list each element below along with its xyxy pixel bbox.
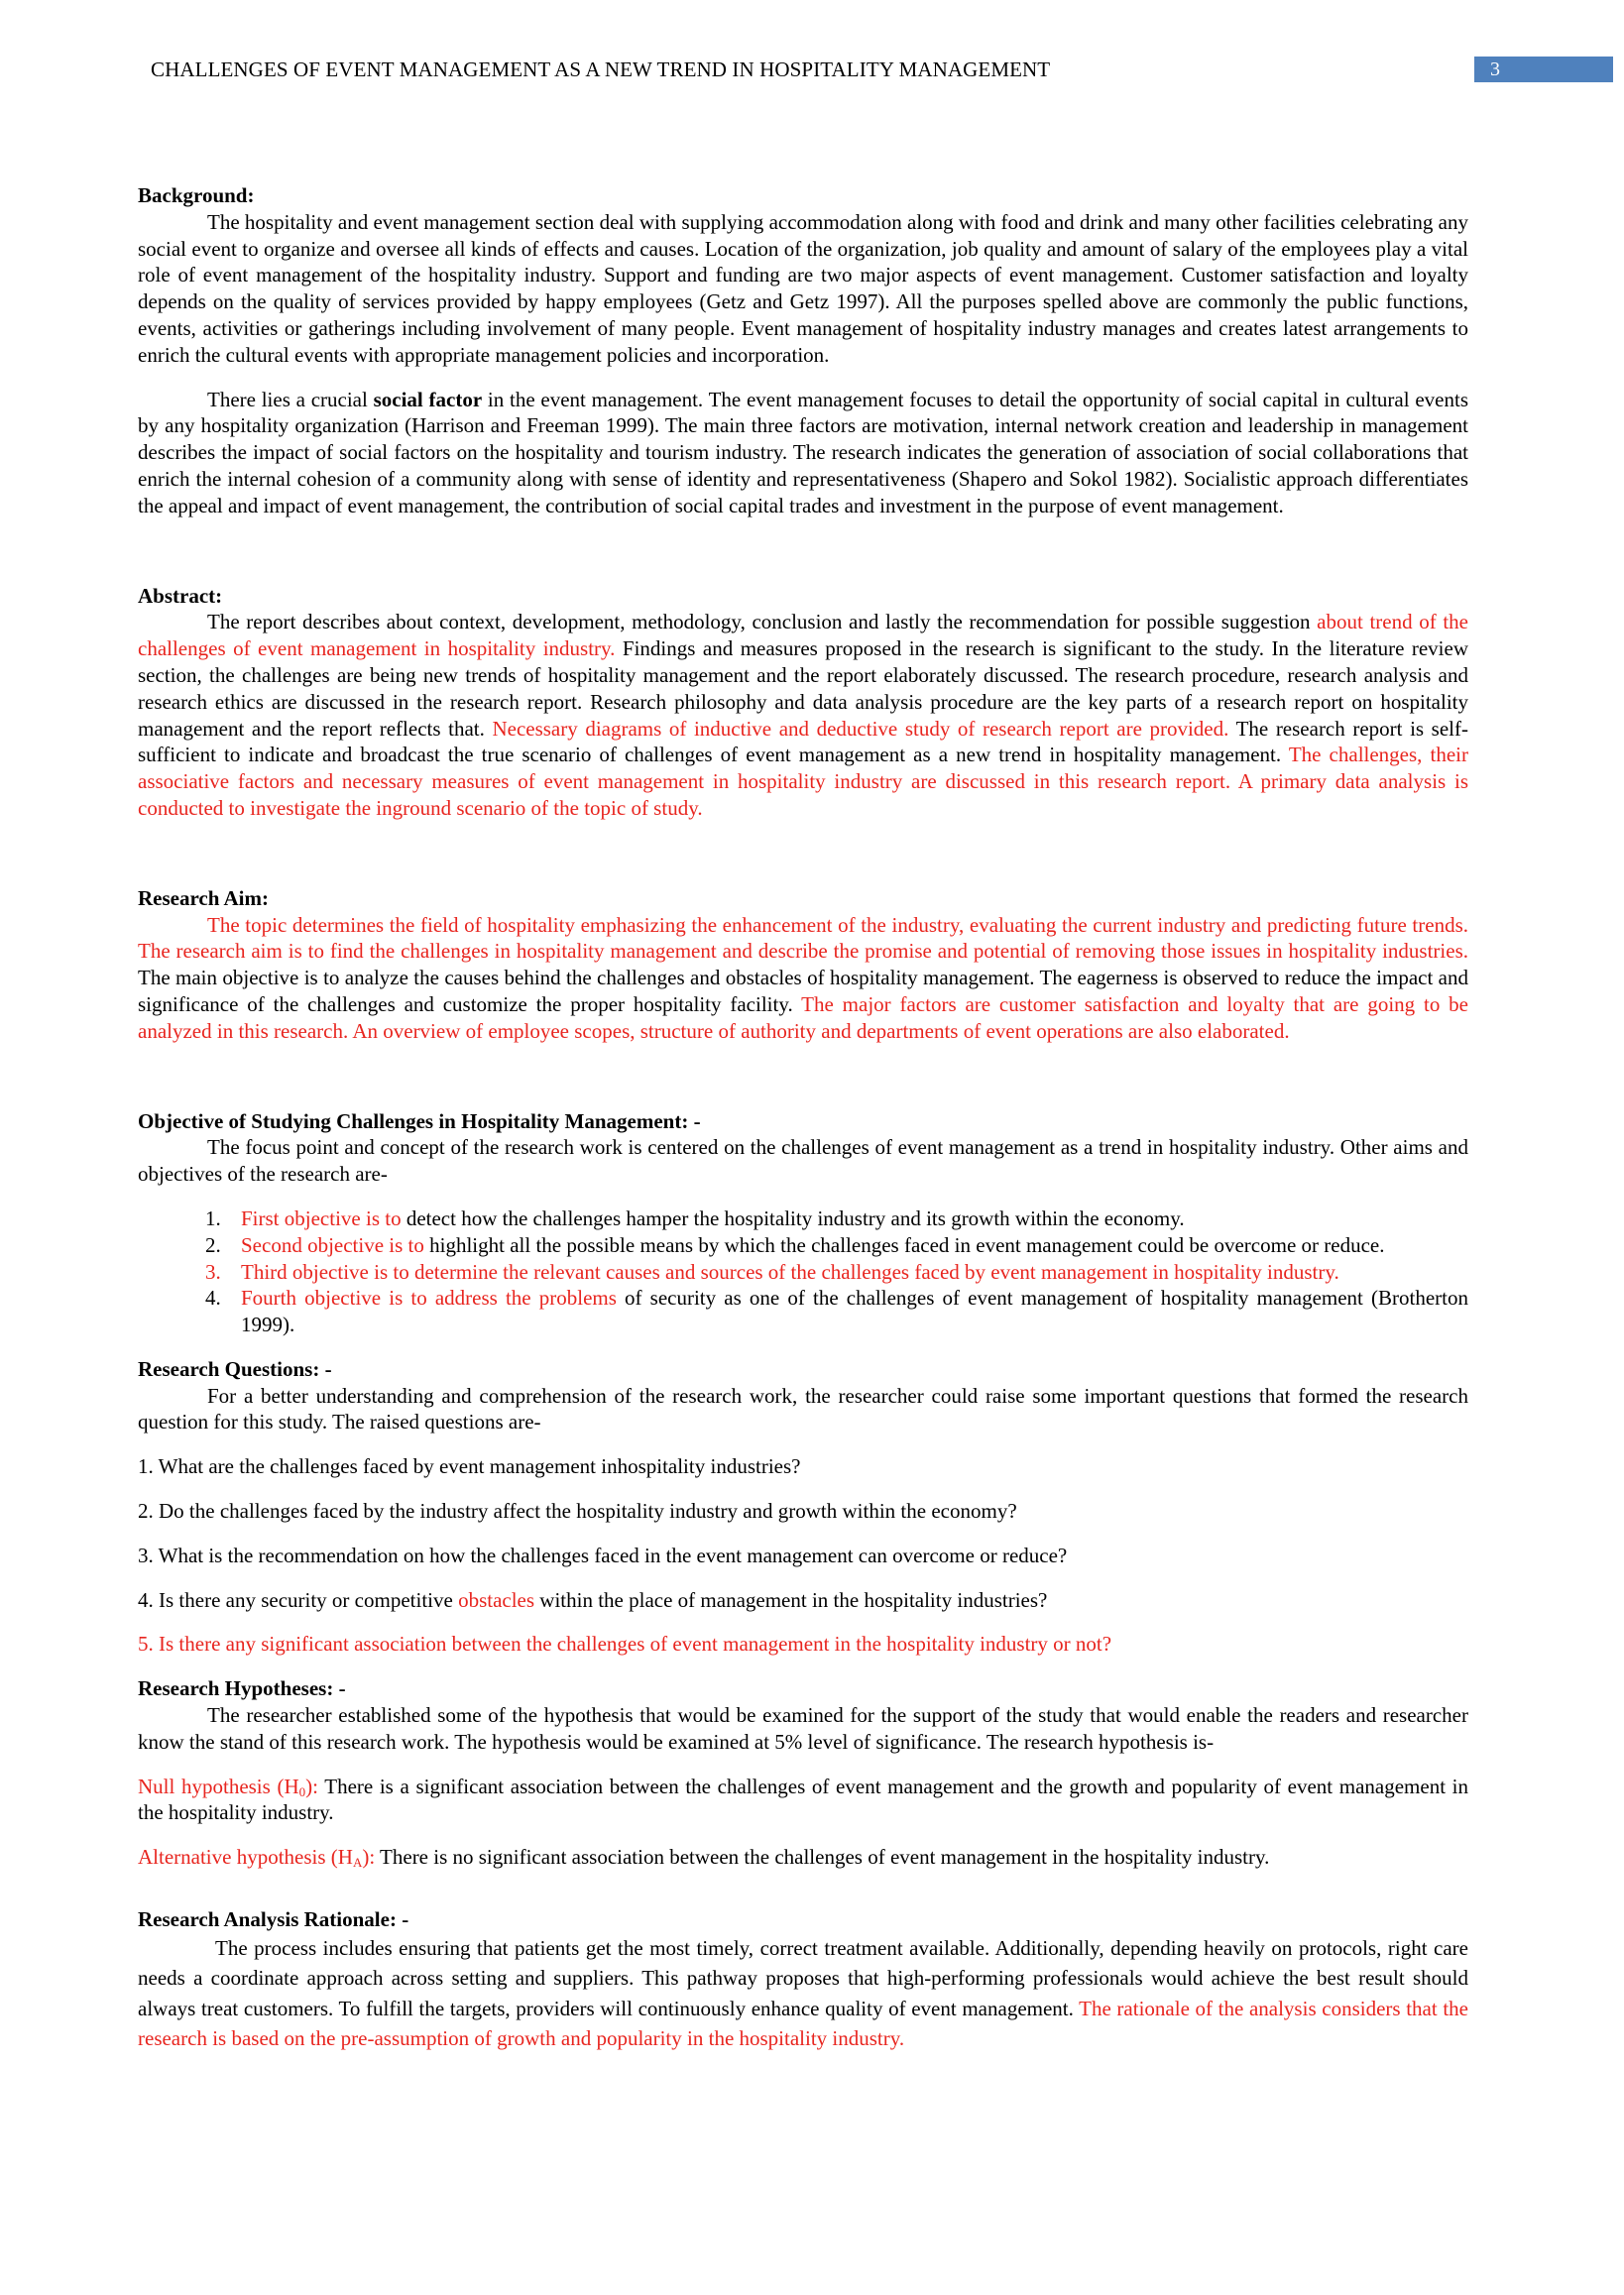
text-run: Findings and measures proposed in the research is significant to the study. In the literature review section, the challenges are being new trends of hospitality management and the report elaborately discussed. The research procedure, research analysis and research ethics are discussed in the research report. Research philosophy and data analysis procedure are the key parts of a research report on hospitality management and the report reflects that. [138,636,1468,741]
research-questions-intro: For a better understanding and comprehension of the research work, the researcher could raise some important questions that formed the research question for this study. The raised questions are- [138,1383,1468,1434]
objectives-heading: Objective of Studying Challenges in Hospitality Management: - [138,1108,701,1133]
abstract-paragraph [138,609,1468,821]
highlighted-text: The topic determines the field of hospitality emphasizing the enhancement of the industry, evaluating the current industry and predicting future trends. The research aim is to find the challenges in hospitality management and describe the promise and potential of removing those issues in hospitality industries. [138,912,1468,964]
highlighted-text: The challenges, their associative factors and necessary measures of event management in hospitality industry are discussed in this research report. A primary data analysis is conducted to investigate the inground scenario of the topic of study. [138,743,1468,820]
highlighted-text: Fourth objective is to address the problems [241,1286,617,1311]
question-3: 3. What is the recommendation on how the challenges faced in the event management can overcome or reduce? [138,1543,1068,1567]
text-run: ): [362,1845,376,1870]
objectives-section [138,1108,1468,1338]
objective-item [138,1259,1468,1286]
abstract-section [138,583,1468,822]
subscript: A [352,1855,363,1871]
hypotheses-heading: Research Hypotheses: - [138,1676,346,1701]
research-questions-heading: Research Questions: - [138,1356,332,1381]
objective-item [138,1285,1468,1338]
background-section [138,182,1468,519]
research-aim-heading: Research Aim: [138,885,269,910]
text-run: in the event management. The event management focuses to detail the opportunity of social capital in cultural events by any hospitality organization (Harrison and Freeman 1999). The main three factors are motivation, internal network creation and leadership in management describes the impact of social factors on the hospitality and tourism industry. The research indicates the generation of association of social collaborations that enrich the internal cohesion of a community along with sense of identity and representativeness (Shapero and Sokol 1982). Socialistic approach differentiates the appeal and impact of event management, the contribution of social capital trades and investment in the purpose of event management. [138,387,1468,517]
rationale-paragraph [138,1933,1468,2054]
bold-term: social factor [373,387,483,411]
highlighted-text: obstacles [458,1587,535,1612]
list-number: 2. [205,1232,221,1257]
null-hypothesis [138,1774,1468,1827]
objective-item [138,1232,1468,1259]
text-run: The process includes ensuring that patients get the most timely, correct treatment available. Additionally, depending heavily on protocols, right care needs a coordinate approach across setting and suppliers. This pathway proposes that high-performing professionals would achieve the best result should always treat customers. To fulfill the targets, providers will continuously enhance quality of event management. [138,1935,1468,2020]
rationale-heading: Research Analysis Rationale: - [138,1907,409,1932]
text-run: There is a significant association between the challenges of event management and the growth and popularity of event management in the hospitality industry. [138,1774,1469,1825]
subscript: 0 [298,1783,306,1799]
research-aim-paragraph [138,912,1468,1045]
question-1: 1. What are the challenges faced by event management inhospitality industries? [138,1454,801,1479]
text-run: within the place of management in the hospitality industries? [534,1587,1048,1612]
research-questions-section [138,1356,1468,1658]
text-run: The main objective is to analyze the causes behind the challenges and obstacles of hospitality management. The eagerness is observed to reduce the impact and significance of the challenges and customize the proper hospitality facility. [138,966,1468,1016]
text-run: There is no significant association between the challenges of event management in the hospitality industry. [375,1845,1270,1870]
highlighted-text: about trend of the challenges of event management in hospitality industry. [138,610,1468,661]
running-title: CHALLENGES OF EVENT MANAGEMENT AS A NEW TREND IN HOSPITALITY MANAGEMENT [151,57,1051,81]
document-body [138,182,1468,2053]
objectives-list [138,1205,1468,1338]
highlighted-text: First objective is to [241,1205,402,1230]
list-number: 4. [205,1286,221,1311]
highlighted-text: Necessary diagrams of inductive and deductive study of research report are provided. [492,716,1229,741]
text-run: The research report is self-sufficient to indicate and broadcast the true scenario of challenges of event management as a new trend in hospitality management. [138,716,1468,767]
text-run: The report describes about context, development, methodology, conclusion and lastly the recommendation for possible suggestion [207,610,1318,634]
text-run: Null hypothesis (H [138,1774,299,1798]
hypotheses-section [138,1675,1468,1871]
highlighted-text: The major factors are customer satisfaction and loyalty that are going to be analyzed in this research. An overview of employee scopes, structure of authority and departments of event operations are also elaborated. [138,991,1468,1043]
text-run: ): [305,1774,318,1798]
background-paragraph-1: The hospitality and event management section deal with supplying accommodation along with food and drink and many other facilities celebrating any social event to organize and oversee all kinds of effects and causes. Location of the organization, job quality and amount of salary of the employees play a vital role of event management of the hospitality industry. Support and funding are two major aspects of event management. Customer satisfaction and loyalty depends on the quality of services provided by happy employees (Getz and Getz 1997). All the purposes spelled above are commonly the public functions, events, activities or gatherings including involvement of many people. Event management of hospitality industry manages and creates latest arrangements to enrich the cultural events with appropriate management policies and incorporation. [138,209,1468,367]
highlighted-text: The rationale of the analysis considers that the research is based on the pre-assumption of growth and popularity in the hospitality industry. [138,1996,1468,2051]
text-run: of security as one of the challenges of event management of hospitality management (Brotherton 1999). [241,1286,1468,1337]
highlighted-text: Second objective is to [241,1232,424,1257]
list-number: 3. [205,1259,221,1284]
alternative-hypothesis [138,1844,1468,1871]
background-heading: Background: [138,183,255,207]
text-run: highlight all the possible means by which the challenges faced in event management could be overcome or reduce. [423,1232,1385,1257]
objective-item [138,1205,1468,1232]
question-2: 2. Do the challenges faced by the industry affect the hospitality industry and growth within the economy? [138,1499,1017,1524]
research-aim-section [138,885,1468,1045]
rationale-section [138,1906,1468,2053]
text-run: Alternative hypothesis (H [138,1845,353,1870]
background-paragraph-2 [138,387,1468,519]
abstract-heading: Abstract: [138,583,223,608]
objectives-intro: The focus point and concept of the research work is centered on the challenges of event management as a trend in hospitality industry. Other aims and objectives of the research are- [138,1135,1468,1187]
null-hypothesis-label [138,1775,318,1798]
hypotheses-intro: The researcher established some of the hypothesis that would be examined for the support of the study that would enable the readers and researcher know the stand of this research work. The hypothesis would be examined at 5% level of significance. The research hypothesis is- [138,1703,1468,1754]
text-run: There lies a crucial [207,387,374,411]
page-header [0,0,1624,139]
alternative-hypothesis-label [138,1845,375,1869]
text-run: detect how the challenges hamper the hospitality industry and its growth within the economy. [401,1205,1185,1230]
question-4 [138,1587,1468,1614]
list-number: 1. [205,1205,221,1230]
question-5: 5. Is there any significant association between the challenges of event management in the hospitality industry or not? [138,1632,1112,1657]
text-run: 4. Is there any security or competitive [138,1587,459,1612]
highlighted-text: Third objective is to determine the relevant causes and sources of the challenges faced by event management in hospitality industry. [241,1259,1339,1284]
page-number-badge: 3 [1474,57,1613,82]
